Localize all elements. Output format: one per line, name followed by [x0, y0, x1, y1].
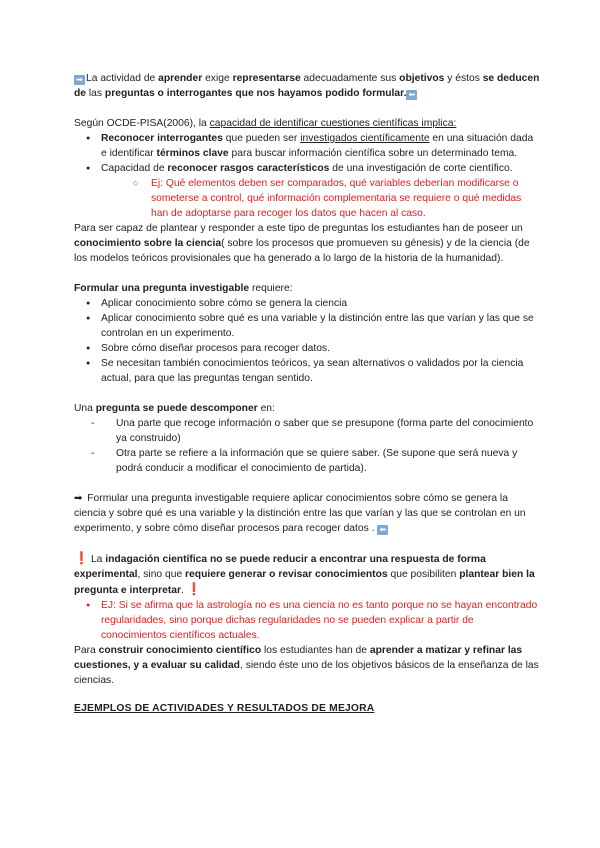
list-item: - Una parte que recoge información o saber que se presupone (forma parte del conocimiento ya construido)	[90, 416, 540, 446]
list-item: ● Se necesitan también conocimientos teóricos, ya sean alternativos o validados por la ciencia actual, para que las preguntas tengan sentido.	[82, 356, 540, 386]
back-arrow-icon: ⬅	[406, 90, 417, 100]
pisa-list	[74, 131, 540, 221]
pisa-paragraph: Según OCDE-PISA(2006), la capacidad de identificar cuestiones científicas implica:	[74, 118, 457, 129]
list-item: - Otra parte se refiere a la información que se quiere saber. (Se supone que será nueva y podrá conducir a modificar el conocimiento de partida).	[90, 446, 540, 476]
knowledge-paragraph: Para ser capaz de plantear y responder a este tipo de preguntas los estudiantes han de poseer un conocimiento sobre la ciencia( sobre los procesos que promueven su génesis) y de la ciencia (de los modelos teóricos provisionales que ha generado a lo largo de la historia de la humanidad).	[74, 223, 530, 264]
construct-knowledge-paragraph: Para construir conocimiento científico los estudiantes han de aprender a matizar y refinar las cuestiones, y a evaluar su calidad, siendo éste uno de los objetivos básicos de la enseñanza de las ciencias.	[74, 645, 539, 686]
intro-paragraph: ➡ La actividad de aprender exige representarse adecuadamente sus objetivos y éstos se deducen de las preguntas o interrogantes que nos hayamos podido formular. ⬅	[74, 73, 540, 99]
exclamation-icon: ❗	[186, 582, 202, 596]
inquiry-list	[74, 598, 540, 643]
list-item: ● Aplicar conocimiento sobre cómo se genera la ciencia	[82, 296, 540, 311]
right-arrow-icon: ➡	[74, 75, 85, 85]
list-item: ● Capacidad de reconocer rasgos característicos de una investigación de corte científico.	[82, 161, 540, 176]
decompose-list	[74, 416, 540, 476]
list-item: ● Sobre cómo diseñar procesos para recoger datos.	[82, 341, 540, 356]
example-item: ● EJ: Si se afirma que la astrología no es una ciencia no es tanto porque no se hayan encontrado regularidades, sino porque dichas regularidades no se pueden explicar a partir de conocimientos científicos actuales.	[82, 598, 540, 643]
exclamation-icon: ❗	[74, 551, 89, 565]
summary-paragraph: ➡ Formular una pregunta investigable requiere aplicar conocimientos sobre cómo se genera la ciencia y sobre qué es una variable y la distinción entre las que varían y las que se controlan en un experimento, y sobre cómo diseñar procesos para recoger datos . ⬅	[74, 493, 526, 534]
investigable-question-paragraph: Formular una pregunta investigable requiere:	[74, 283, 293, 294]
section-heading: EJEMPLOS DE ACTIVIDADES Y RESULTADOS DE MEJORA	[74, 703, 375, 714]
inquiry-paragraph: ❗ La indagación científica no se puede reducir a encontrar una respuesta de forma experimental, sino que requiere generar o revisar conocimientos que posibiliten plantear bien la pregunta e interpretar. ❗	[74, 551, 535, 596]
black-arrow-icon: ➡	[74, 493, 83, 504]
example-subitem: ○ Ej: Qué elementos deben ser comparados, qué variables deberían modificarse o someterse a control, qué información complementaria se requiere o qué medidas han de adoptarse para recoger los datos que hacen al caso.	[132, 176, 540, 221]
back-arrow-icon: ⬅	[377, 525, 388, 535]
list-item: ● Reconocer interrogantes que pueden ser investigados científicamente en una situación dada e identificar términos clave para buscar información científica sobre un determinado tema.	[82, 131, 540, 161]
requirements-list	[74, 296, 540, 386]
list-item: ● Aplicar conocimiento sobre qué es una variable y la distinción entre las que varían y las que se controlan en un experimento.	[82, 311, 540, 341]
decompose-paragraph: Una pregunta se puede descomponer en:	[74, 403, 275, 414]
